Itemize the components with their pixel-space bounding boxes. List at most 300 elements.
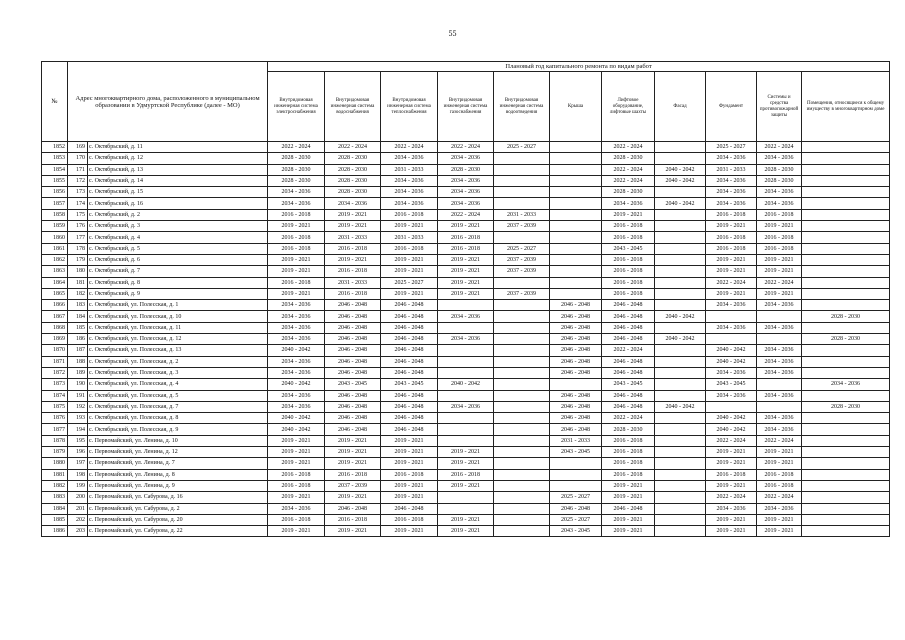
row-index: 188 [68, 356, 88, 367]
period-cell: 2025 - 2027 [550, 514, 602, 525]
period-cell: 2043 - 2045 [325, 379, 381, 390]
row-address: с. Октябрьский, д. 15 [88, 187, 268, 198]
period-cell: 2016 - 2018 [268, 277, 325, 288]
period-cell: 2019 - 2021 [438, 526, 494, 537]
period-cell: 2034 - 2036 [757, 503, 802, 514]
period-cell: 2034 - 2036 [268, 356, 325, 367]
period-cell: 2040 - 2042 [655, 198, 706, 209]
period-cell [655, 288, 706, 299]
period-cell: 2040 - 2042 [655, 175, 706, 186]
period-cell [706, 401, 757, 412]
period-cell: 2046 - 2048 [550, 300, 602, 311]
row-index: 182 [68, 288, 88, 299]
row-address: с. Октябрьский, ул. Полесская, д. 11 [88, 322, 268, 333]
period-cell [494, 356, 550, 367]
period-cell [802, 514, 890, 525]
period-cell: 2034 - 2036 [757, 424, 802, 435]
period-cell: 2016 - 2018 [268, 480, 325, 491]
period-cell: 2016 - 2018 [325, 266, 381, 277]
table-row [42, 480, 890, 491]
period-cell: 2025 - 2027 [381, 277, 438, 288]
period-cell [494, 413, 550, 424]
period-cell: 2022 - 2024 [706, 277, 757, 288]
table-row [42, 334, 890, 345]
period-cell [438, 413, 494, 424]
row-index: 187 [68, 345, 88, 356]
period-cell: 2019 - 2021 [602, 526, 655, 537]
period-cell: 2028 - 2030 [325, 187, 381, 198]
table-row [42, 492, 890, 503]
table-row [42, 322, 890, 333]
period-cell [802, 254, 890, 265]
period-cell: 2028 - 2030 [602, 187, 655, 198]
period-cell: 2046 - 2048 [325, 413, 381, 424]
header-address: Адрес многоквартирного дома, расположенного в муниципальном образовании в Удмуртской Республике (далее - МО) [68, 62, 268, 142]
period-cell: 2019 - 2021 [438, 254, 494, 265]
period-cell: 2028 - 2030 [325, 175, 381, 186]
period-cell: 2046 - 2048 [602, 311, 655, 322]
period-cell: 2034 - 2036 [381, 187, 438, 198]
period-cell: 2028 - 2030 [325, 153, 381, 164]
period-cell [802, 469, 890, 480]
period-cell: 2019 - 2021 [438, 266, 494, 277]
period-cell: 2019 - 2021 [381, 288, 438, 299]
table-row [42, 435, 890, 446]
period-cell: 2034 - 2036 [757, 187, 802, 198]
table-row [42, 277, 890, 288]
row-address: с. Октябрьский, ул. Полесская, д. 5 [88, 390, 268, 401]
period-cell [655, 277, 706, 288]
period-cell: 2034 - 2036 [268, 401, 325, 412]
period-cell: 2019 - 2021 [325, 221, 381, 232]
period-cell: 2034 - 2036 [268, 300, 325, 311]
period-cell: 2019 - 2021 [757, 254, 802, 265]
period-cell: 2019 - 2021 [438, 458, 494, 469]
period-cell [550, 469, 602, 480]
period-cell: 2031 - 2033 [550, 435, 602, 446]
period-cell: 2040 - 2042 [655, 164, 706, 175]
period-cell: 2031 - 2033 [494, 209, 550, 220]
period-cell: 2019 - 2021 [706, 526, 757, 537]
period-cell [802, 142, 890, 153]
row-index: 192 [68, 401, 88, 412]
period-cell: 2040 - 2042 [655, 311, 706, 322]
period-cell [494, 345, 550, 356]
header-work-type: Лифтовое оборудование, лифтовые шахты [602, 72, 655, 142]
row-address: с. Октябрьский, ул. Полесская, д. 10 [88, 311, 268, 322]
period-cell: 2031 - 2033 [381, 232, 438, 243]
row-index: 176 [68, 221, 88, 232]
row-number: 1854 [42, 164, 68, 175]
period-cell [494, 458, 550, 469]
period-cell: 2019 - 2021 [268, 221, 325, 232]
row-index: 196 [68, 447, 88, 458]
period-cell [706, 334, 757, 345]
period-cell: 2019 - 2021 [381, 221, 438, 232]
period-cell [655, 232, 706, 243]
period-cell [757, 334, 802, 345]
period-cell: 2019 - 2021 [706, 480, 757, 491]
period-cell: 2040 - 2042 [268, 413, 325, 424]
row-number: 1858 [42, 209, 68, 220]
header-work-type: Внутридомовая инженерная система водоотведения [494, 72, 550, 142]
row-number: 1865 [42, 288, 68, 299]
table-row [42, 300, 890, 311]
period-cell [494, 322, 550, 333]
row-address: с. Октябрьский, ул. Полесская, д. 8 [88, 413, 268, 424]
period-cell [802, 209, 890, 220]
period-cell [438, 367, 494, 378]
period-cell: 2019 - 2021 [268, 492, 325, 503]
period-cell: 2046 - 2048 [381, 356, 438, 367]
period-cell [655, 300, 706, 311]
row-address: с. Первомайский, ул. Ленина, д. 10 [88, 435, 268, 446]
period-cell: 2040 - 2042 [706, 345, 757, 356]
period-cell: 2019 - 2021 [602, 492, 655, 503]
period-cell: 2046 - 2048 [381, 367, 438, 378]
period-cell: 2040 - 2042 [706, 356, 757, 367]
table-row [42, 424, 890, 435]
row-address: с. Октябрьский, ул. Полесская, д. 3 [88, 367, 268, 378]
period-cell: 2034 - 2036 [757, 345, 802, 356]
period-cell: 2025 - 2027 [494, 142, 550, 153]
period-cell [655, 413, 706, 424]
period-cell [550, 175, 602, 186]
row-number: 1870 [42, 345, 68, 356]
period-cell: 2022 - 2024 [602, 345, 655, 356]
table-row [42, 390, 890, 401]
row-index: 199 [68, 480, 88, 491]
row-number: 1869 [42, 334, 68, 345]
period-cell: 2016 - 2018 [706, 469, 757, 480]
period-cell [550, 480, 602, 491]
period-cell: 2034 - 2036 [802, 379, 890, 390]
table-row [42, 356, 890, 367]
period-cell: 2019 - 2021 [602, 480, 655, 491]
row-address: с. Октябрьский, д. 9 [88, 288, 268, 299]
period-cell: 2034 - 2036 [438, 187, 494, 198]
period-cell: 2040 - 2042 [438, 379, 494, 390]
period-cell: 2016 - 2018 [325, 514, 381, 525]
period-cell: 2031 - 2033 [381, 164, 438, 175]
period-cell: 2046 - 2048 [381, 424, 438, 435]
period-cell: 2046 - 2048 [325, 345, 381, 356]
period-cell [655, 379, 706, 390]
period-cell: 2016 - 2018 [381, 514, 438, 525]
period-cell: 2046 - 2048 [381, 413, 438, 424]
period-cell [802, 175, 890, 186]
row-address: с. Первомайский, ул. Сабурова, д. 2 [88, 503, 268, 514]
period-cell: 2016 - 2018 [757, 209, 802, 220]
row-number: 1868 [42, 322, 68, 333]
row-number: 1852 [42, 142, 68, 153]
period-cell: 2046 - 2048 [381, 311, 438, 322]
table-row [42, 458, 890, 469]
period-cell: 2019 - 2021 [438, 447, 494, 458]
period-cell: 2019 - 2021 [268, 288, 325, 299]
table-row [42, 254, 890, 265]
row-index: 198 [68, 469, 88, 480]
period-cell: 2034 - 2036 [706, 187, 757, 198]
period-cell [550, 153, 602, 164]
period-cell [494, 469, 550, 480]
period-cell: 2046 - 2048 [550, 401, 602, 412]
period-cell [494, 379, 550, 390]
table-row [42, 345, 890, 356]
period-cell [655, 367, 706, 378]
row-number: 1879 [42, 447, 68, 458]
row-number: 1857 [42, 198, 68, 209]
period-cell [550, 232, 602, 243]
table-row [42, 209, 890, 220]
period-cell [757, 401, 802, 412]
period-cell: 2028 - 2030 [802, 334, 890, 345]
row-address: с. Первомайский, ул. Сабурова, д. 20 [88, 514, 268, 525]
row-address: с. Октябрьский, ул. Полесская, д. 13 [88, 345, 268, 356]
period-cell: 2016 - 2018 [268, 469, 325, 480]
table-row [42, 311, 890, 322]
header-work-type: Внутридомовая инженерная система водоснабжения [325, 72, 381, 142]
period-cell [494, 175, 550, 186]
row-number: 1874 [42, 390, 68, 401]
period-cell [802, 243, 890, 254]
period-cell: 2016 - 2018 [757, 480, 802, 491]
header-work-type: Крыша [550, 72, 602, 142]
period-cell: 2034 - 2036 [757, 153, 802, 164]
table-row [42, 266, 890, 277]
row-address: с. Октябрьский, д. 11 [88, 142, 268, 153]
period-cell [655, 526, 706, 537]
row-number: 1873 [42, 379, 68, 390]
period-cell: 2046 - 2048 [550, 356, 602, 367]
period-cell [802, 367, 890, 378]
period-cell: 2019 - 2021 [706, 288, 757, 299]
row-index: 170 [68, 153, 88, 164]
period-cell [494, 367, 550, 378]
period-cell: 2028 - 2030 [268, 153, 325, 164]
period-cell: 2034 - 2036 [381, 175, 438, 186]
period-cell: 2034 - 2036 [706, 390, 757, 401]
period-cell [655, 356, 706, 367]
period-cell: 2028 - 2030 [757, 164, 802, 175]
period-cell: 2028 - 2030 [802, 401, 890, 412]
row-number: 1876 [42, 413, 68, 424]
row-number: 1863 [42, 266, 68, 277]
period-cell [494, 334, 550, 345]
period-cell [655, 435, 706, 446]
period-cell: 2019 - 2021 [757, 447, 802, 458]
row-index: 186 [68, 334, 88, 345]
period-cell: 2025 - 2027 [494, 243, 550, 254]
row-number: 1856 [42, 187, 68, 198]
period-cell: 2040 - 2042 [655, 401, 706, 412]
table-row [42, 187, 890, 198]
period-cell: 2034 - 2036 [602, 198, 655, 209]
period-cell [802, 526, 890, 537]
table-row [42, 514, 890, 525]
row-address: с. Первомайский, ул. Ленина, д. 8 [88, 469, 268, 480]
period-cell: 2016 - 2018 [438, 469, 494, 480]
period-cell: 2019 - 2021 [325, 458, 381, 469]
period-cell: 2028 - 2030 [757, 175, 802, 186]
table-row [42, 367, 890, 378]
period-cell: 2046 - 2048 [550, 424, 602, 435]
period-cell [550, 243, 602, 254]
period-cell: 2040 - 2042 [268, 379, 325, 390]
period-cell [655, 469, 706, 480]
period-cell: 2046 - 2048 [550, 334, 602, 345]
table-row [42, 175, 890, 186]
period-cell: 2019 - 2021 [757, 221, 802, 232]
period-cell [494, 390, 550, 401]
table-row [42, 232, 890, 243]
row-number: 1871 [42, 356, 68, 367]
period-cell [802, 503, 890, 514]
period-cell [655, 447, 706, 458]
period-cell: 2046 - 2048 [550, 322, 602, 333]
period-cell [802, 198, 890, 209]
period-cell: 2034 - 2036 [706, 367, 757, 378]
period-cell: 2016 - 2018 [325, 469, 381, 480]
row-index: 190 [68, 379, 88, 390]
period-cell: 2046 - 2048 [381, 300, 438, 311]
period-cell [757, 311, 802, 322]
row-address: с. Октябрьский, ул. Полесская, д. 9 [88, 424, 268, 435]
row-index: 171 [68, 164, 88, 175]
period-cell [438, 492, 494, 503]
row-number: 1867 [42, 311, 68, 322]
period-cell: 2019 - 2021 [325, 526, 381, 537]
header-work-type: Помещения, относящиеся к общему имуществу в многоквартирном доме [802, 72, 890, 142]
period-cell: 2043 - 2045 [550, 447, 602, 458]
period-cell: 2028 - 2030 [602, 424, 655, 435]
period-cell [802, 447, 890, 458]
period-cell: 2019 - 2021 [706, 447, 757, 458]
period-cell [655, 492, 706, 503]
period-cell: 2019 - 2021 [706, 266, 757, 277]
table-row [42, 413, 890, 424]
row-address: с. Октябрьский, д. 13 [88, 164, 268, 175]
period-cell: 2019 - 2021 [438, 277, 494, 288]
period-cell: 2019 - 2021 [381, 435, 438, 446]
period-cell [655, 254, 706, 265]
period-cell: 2019 - 2021 [438, 288, 494, 299]
period-cell: 2016 - 2018 [757, 469, 802, 480]
period-cell: 2040 - 2042 [706, 424, 757, 435]
period-cell [802, 300, 890, 311]
row-number: 1884 [42, 503, 68, 514]
period-cell: 2019 - 2021 [268, 266, 325, 277]
period-cell: 2022 - 2024 [325, 142, 381, 153]
period-cell: 2019 - 2021 [706, 514, 757, 525]
period-cell [655, 480, 706, 491]
period-cell: 2028 - 2030 [438, 164, 494, 175]
period-cell [706, 311, 757, 322]
table-row [42, 447, 890, 458]
period-cell: 2016 - 2018 [602, 435, 655, 446]
row-number: 1862 [42, 254, 68, 265]
row-index: 184 [68, 311, 88, 322]
period-cell [655, 458, 706, 469]
period-cell: 2019 - 2021 [706, 458, 757, 469]
period-cell: 2031 - 2033 [325, 277, 381, 288]
period-cell: 2040 - 2042 [268, 345, 325, 356]
row-number: 1875 [42, 401, 68, 412]
period-cell [802, 187, 890, 198]
period-cell: 2028 - 2030 [268, 164, 325, 175]
period-cell [550, 187, 602, 198]
table-row [42, 142, 890, 153]
row-address: с. Первомайский, ул. Ленина, д. 7 [88, 458, 268, 469]
period-cell [550, 142, 602, 153]
period-cell: 2034 - 2036 [706, 322, 757, 333]
period-cell: 2019 - 2021 [706, 254, 757, 265]
period-cell: 2037 - 2039 [494, 221, 550, 232]
row-address: с. Октябрьский, д. 7 [88, 266, 268, 277]
table-row [42, 503, 890, 514]
period-cell: 2022 - 2024 [757, 492, 802, 503]
period-cell [550, 266, 602, 277]
period-cell: 2016 - 2018 [268, 243, 325, 254]
period-cell: 2043 - 2045 [381, 379, 438, 390]
period-cell: 2034 - 2036 [706, 503, 757, 514]
row-address: с. Первомайский, ул. Сабурова, д. 16 [88, 492, 268, 503]
period-cell: 2022 - 2024 [602, 175, 655, 186]
period-cell: 2019 - 2021 [381, 447, 438, 458]
period-cell: 2019 - 2021 [757, 514, 802, 525]
period-cell: 2046 - 2048 [550, 367, 602, 378]
period-cell: 2016 - 2018 [602, 447, 655, 458]
table-row [42, 243, 890, 254]
period-cell [550, 277, 602, 288]
row-number: 1872 [42, 367, 68, 378]
row-index: 183 [68, 300, 88, 311]
period-cell [550, 288, 602, 299]
period-cell [802, 288, 890, 299]
period-cell: 2016 - 2018 [381, 469, 438, 480]
period-cell: 2046 - 2048 [381, 334, 438, 345]
row-number: 1885 [42, 514, 68, 525]
period-cell: 2019 - 2021 [268, 447, 325, 458]
period-cell: 2019 - 2021 [268, 526, 325, 537]
period-cell: 2046 - 2048 [602, 390, 655, 401]
page-number: 55 [448, 29, 457, 38]
header-work-type: Фасад [655, 72, 706, 142]
period-cell: 2022 - 2024 [757, 435, 802, 446]
row-index: 194 [68, 424, 88, 435]
period-cell: 2034 - 2036 [757, 367, 802, 378]
header-work-type: Системы и средства противопожарной защиты [757, 72, 802, 142]
table-row [42, 288, 890, 299]
period-cell: 2034 - 2036 [268, 390, 325, 401]
period-cell: 2016 - 2018 [602, 266, 655, 277]
period-cell [655, 345, 706, 356]
period-cell [438, 424, 494, 435]
period-cell [802, 492, 890, 503]
row-number: 1883 [42, 492, 68, 503]
period-cell [494, 492, 550, 503]
period-cell: 2043 - 2045 [602, 379, 655, 390]
period-cell: 2046 - 2048 [602, 401, 655, 412]
row-address: с. Октябрьский, ул. Полесская, д. 7 [88, 401, 268, 412]
period-cell: 2034 - 2036 [438, 311, 494, 322]
row-index: 180 [68, 266, 88, 277]
row-address: с. Октябрьский, д. 8 [88, 277, 268, 288]
period-cell: 2034 - 2036 [757, 300, 802, 311]
period-cell [802, 345, 890, 356]
period-cell: 2016 - 2018 [325, 243, 381, 254]
row-index: 202 [68, 514, 88, 525]
